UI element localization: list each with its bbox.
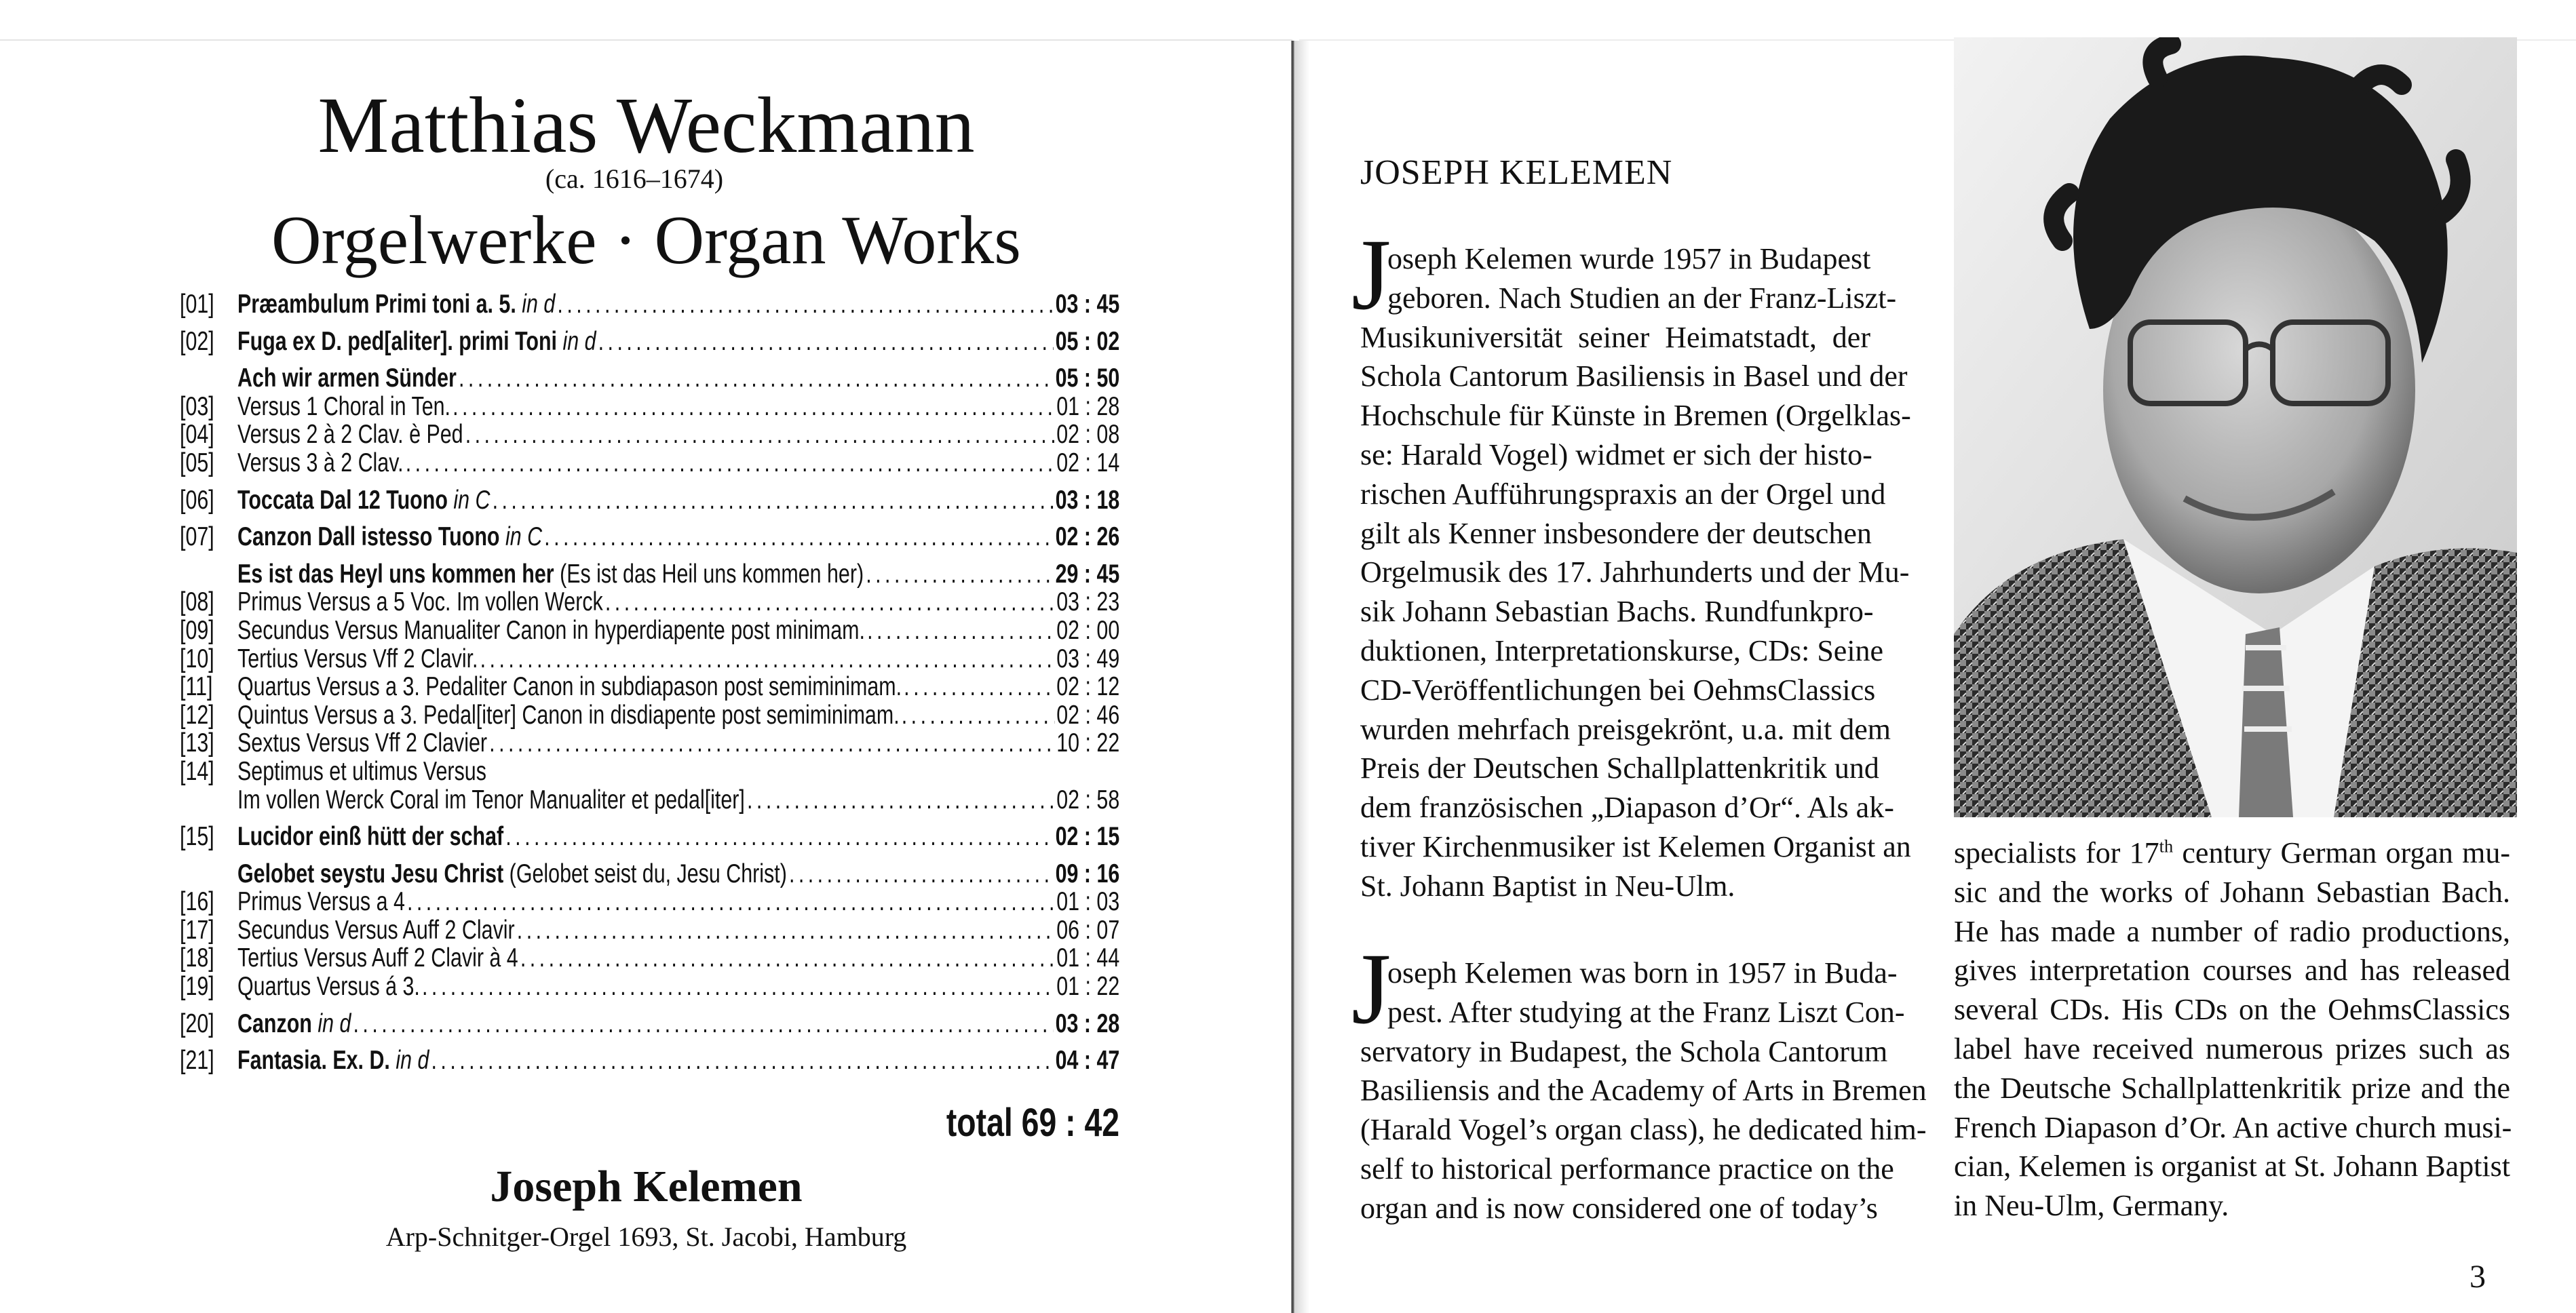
track-title-main: Ach wir armen Sünder <box>237 364 457 393</box>
track-row <box>180 449 1119 477</box>
track-duration: 03 : 18 <box>1055 485 1120 515</box>
track-title <box>237 420 463 449</box>
track-title <box>237 823 503 851</box>
track-title <box>237 393 450 421</box>
track-title <box>237 758 486 786</box>
track-title-text: (Es ist das Heil uns kommen her) <box>560 559 864 589</box>
track-row <box>180 560 1119 589</box>
text-line: Orgelmusik des 17. Jahrhunderts und der Mu- <box>1360 555 1910 589</box>
text-line: St. Johann Baptist in Neu-Ulm. <box>1360 869 1735 903</box>
track-row <box>180 973 1119 1001</box>
text-fragment: century German organ mu- <box>2173 836 2510 869</box>
track-number: [16] <box>180 887 214 917</box>
dot-leader <box>867 616 1054 645</box>
text-line: organ and is now considered one of today’s <box>1360 1191 1878 1225</box>
track-title-text: Quartus Versus á 3. <box>237 972 420 1002</box>
track-row <box>180 860 1119 888</box>
dot-leader <box>517 916 1054 945</box>
text-line: wurden mehrfach preisgekrönt, u.a. mit dem <box>1360 712 1891 746</box>
track-title <box>237 973 420 1001</box>
track-duration: 04 : 47 <box>1055 1046 1120 1076</box>
text-line: sik Johann Sebastian Bachs. Rundfunkpro- <box>1360 595 1874 629</box>
track-title <box>237 588 603 616</box>
track-number: [20] <box>180 1008 214 1038</box>
dot-leader <box>866 560 1053 589</box>
track-title <box>237 944 518 973</box>
track-duration: 05 : 02 <box>1055 326 1120 356</box>
track-row <box>180 328 1119 356</box>
text-line: Preis der Deutschen Schallplattenkritik und <box>1360 751 1879 785</box>
track-number: [06] <box>180 485 214 515</box>
text-line: oseph Kelemen wurde 1957 in Budapest <box>1387 242 1871 275</box>
track-number: [10] <box>180 644 214 673</box>
dot-leader <box>557 290 1053 319</box>
dot-leader <box>505 823 1053 851</box>
track-title <box>237 888 405 916</box>
track-row <box>180 393 1119 421</box>
page-number: 3 <box>2469 1259 2486 1295</box>
track-row <box>180 823 1119 851</box>
track-duration: 02 : 58 <box>1056 785 1120 815</box>
track-duration: 01 : 44 <box>1056 943 1120 973</box>
track-title <box>237 916 515 945</box>
text-line: several CDs. His CDs on the OehmsClassics <box>1954 993 2510 1027</box>
track-row <box>180 486 1119 515</box>
track-title-main: Toccata Dal 12 Tuono <box>237 485 454 515</box>
track-duration: 05 : 50 <box>1055 364 1120 393</box>
text-line: label have received numerous prizes such as <box>1954 1032 2510 1065</box>
track-duration: 03 : 23 <box>1056 587 1120 617</box>
english-biography-col1 <box>1360 954 1927 1228</box>
track-row <box>180 364 1119 393</box>
track-title <box>237 328 596 356</box>
bio-heading: JOSEPH KELEMEN <box>1360 153 1673 192</box>
track-number: [11] <box>180 672 213 702</box>
portrait-photo <box>1954 37 2517 817</box>
english-biography-col2 <box>1954 834 2510 1226</box>
text-line: geboren. Nach Studien an der Franz-Liszt- <box>1387 281 1897 315</box>
track-number: [02] <box>180 326 214 356</box>
text-line: servatory in Budapest, the Schola Cantorum <box>1360 1034 1888 1068</box>
track-duration: 03 : 49 <box>1056 644 1120 673</box>
track-row <box>180 786 1119 815</box>
track-title-text: Primus Versus a 4 <box>237 887 405 917</box>
track-list <box>180 290 1119 1075</box>
dot-leader <box>544 523 1053 551</box>
track-duration: 03 : 28 <box>1055 1008 1120 1038</box>
text-line: tiver Kirchenmusiker ist Kelemen Organist an <box>1360 829 1911 863</box>
page-edge <box>0 39 1292 41</box>
track-duration: 10 : 22 <box>1056 728 1120 758</box>
track-title <box>237 616 865 645</box>
text-line: Musikuniversität seiner Heimatstadt, der <box>1360 320 1870 354</box>
track-title-text: Secundus Versus Auff 2 Clavir <box>237 915 515 945</box>
track-title <box>237 449 404 477</box>
text-line: French Diapason d’Or. An active church musi- <box>1954 1110 2512 1144</box>
text-line: Basiliensis and the Academy of Arts in Bremen <box>1360 1074 1927 1108</box>
track-key: in d <box>396 1046 429 1076</box>
track-row <box>180 588 1119 616</box>
track-title-main: Gelobet seystu Jesu Christ <box>237 859 510 888</box>
track-title-main: Es ist das Heyl uns kommen her <box>237 559 560 589</box>
dot-leader <box>465 420 1054 449</box>
track-title-text: Versus 2 à 2 Clav. è Ped <box>237 420 463 450</box>
dot-leader <box>902 701 1054 730</box>
text-line: cian, Kelemen is organist at St. Johann Baptist <box>1954 1150 2510 1183</box>
text-line: pest. After studying at the Franz Liszt Con- <box>1387 995 1905 1029</box>
track-title-text: Tertius Versus Vff 2 Clavir. <box>237 644 478 673</box>
track-duration: 02 : 14 <box>1056 448 1120 477</box>
track-title <box>237 560 864 589</box>
dot-leader <box>480 645 1054 673</box>
track-title <box>237 1046 429 1075</box>
track-title-main: Canzon Dall istesso Tuono <box>237 522 505 552</box>
track-row <box>180 645 1119 673</box>
track-row <box>180 944 1119 973</box>
drop-cap: J <box>1351 933 1391 1045</box>
track-title-text: Sextus Versus Vff 2 Clavier <box>237 728 488 758</box>
performer-name: Joseph Kelemen <box>490 1162 803 1211</box>
track-title <box>237 673 902 701</box>
spine-shadow <box>1294 41 1309 1313</box>
track-title-text: Primus Versus a 5 Voc. Im vollen Werck <box>237 587 603 617</box>
track-title <box>237 486 490 515</box>
track-row <box>180 420 1119 449</box>
track-title-text: Versus 3 à 2 Clav. <box>237 448 404 477</box>
track-duration: 01 : 22 <box>1056 972 1120 1002</box>
track-title-text: Tertius Versus Auff 2 Clavir à 4 <box>237 943 518 973</box>
track-title <box>237 290 555 319</box>
track-title <box>237 786 745 815</box>
track-row <box>180 916 1119 945</box>
german-biography <box>1360 239 1911 906</box>
dot-leader <box>407 888 1054 916</box>
text-fragment: specialists for 17 <box>1954 836 2159 869</box>
track-row <box>180 1010 1119 1038</box>
dot-leader <box>520 944 1054 973</box>
track-duration: 03 : 45 <box>1055 290 1120 319</box>
dot-leader <box>431 1046 1054 1075</box>
track-duration: 09 : 16 <box>1055 859 1120 888</box>
track-row <box>180 701 1119 730</box>
text-line: CD-Veröffentlichungen bei OehmsClassics <box>1360 673 1876 707</box>
text-line: Schola Cantorum Basiliensis in Basel und der <box>1360 359 1908 393</box>
track-key: in d <box>522 290 556 319</box>
track-duration: 29 : 45 <box>1055 559 1120 589</box>
track-number: [09] <box>180 615 214 645</box>
text-line <box>1954 834 2510 873</box>
track-title <box>237 1010 351 1038</box>
track-duration: 01 : 28 <box>1056 391 1120 421</box>
text-line: rischen Aufführungspraxis an der Orgel und <box>1360 477 1886 511</box>
track-number: [14] <box>180 756 214 786</box>
dot-leader <box>493 486 1054 515</box>
dot-leader <box>453 393 1054 421</box>
track-number: [01] <box>180 290 214 319</box>
track-row <box>180 758 1119 786</box>
text-line: duktionen, Interpretationskurse, CDs: Seine <box>1360 633 1884 667</box>
track-key: in d <box>562 326 596 356</box>
text-line: self to historical performance practice on the <box>1360 1152 1894 1185</box>
track-number: [17] <box>180 915 214 945</box>
text-line: in Neu-Ulm, Germany. <box>1954 1189 2229 1223</box>
dot-leader <box>422 973 1054 1001</box>
track-duration: 02 : 46 <box>1056 700 1120 730</box>
track-title-text: (Gelobet seist du, Jesu Christ) <box>509 859 787 888</box>
track-number: [07] <box>180 522 214 552</box>
text-line: He has made a number of radio productions, <box>1954 914 2510 948</box>
track-title-main: Fantasia. Ex. D. <box>237 1046 396 1076</box>
text-line: (Harald Vogel’s organ class), he dedicated him- <box>1360 1113 1927 1147</box>
track-number: [04] <box>180 420 214 450</box>
track-key: in C <box>505 522 543 552</box>
track-duration: 01 : 03 <box>1056 887 1120 917</box>
track-title-text: Septimus et ultimus Versus <box>237 756 486 786</box>
superscript: th <box>2159 836 2174 857</box>
dot-leader <box>598 328 1054 356</box>
track-title-text: Secundus Versus Manualiter Canon in hyperdiapente post minimam. <box>237 615 865 645</box>
text-line: oseph Kelemen was born in 1957 in Buda- <box>1387 956 1898 989</box>
total-duration: total 69 : 42 <box>946 1101 1119 1145</box>
track-row <box>180 290 1119 319</box>
track-number: [05] <box>180 448 214 477</box>
dot-leader <box>459 364 1053 393</box>
track-number: [18] <box>180 943 214 973</box>
track-row <box>180 616 1119 645</box>
track-key: in C <box>453 485 491 515</box>
track-title-text: Quartus Versus a 3. Pedaliter Canon in subdiapason post semiminimam. <box>237 672 902 702</box>
track-duration: 02 : 08 <box>1056 420 1120 450</box>
dot-leader <box>904 673 1054 701</box>
track-number: [08] <box>180 587 214 617</box>
track-title <box>237 523 542 551</box>
track-title <box>237 701 900 730</box>
track-number: [21] <box>180 1046 214 1076</box>
track-duration: 06 : 07 <box>1056 915 1120 945</box>
organ-info: Arp-Schnitger-Orgel 1693, St. Jacobi, Hamburg <box>385 1221 907 1252</box>
track-title-main: Canzon <box>237 1008 318 1038</box>
track-row <box>180 729 1119 758</box>
track-title-main: Præambulum Primi toni a. 5. <box>237 290 522 319</box>
track-row <box>180 1046 1119 1075</box>
track-title-text: Im vollen Werck Coral im Tenor Manualiter et pedal[iter] <box>237 785 745 815</box>
track-title-text: Versus 1 Choral in Ten. <box>237 391 450 421</box>
track-number: [15] <box>180 822 214 852</box>
track-key: in d <box>318 1008 351 1038</box>
track-title <box>237 364 457 393</box>
track-number: [13] <box>180 728 214 758</box>
dot-leader <box>605 588 1054 616</box>
dot-leader <box>747 786 1054 815</box>
dot-leader <box>489 729 1054 758</box>
drop-cap: J <box>1351 218 1391 331</box>
composer-dates: (ca. 1616–1674) <box>545 163 724 194</box>
text-line: Hochschule für Künste in Bremen (Orgelklas- <box>1360 399 1911 433</box>
composer-title: Matthias Weckmann <box>318 81 975 170</box>
dot-leader <box>353 1010 1053 1038</box>
track-number: [03] <box>180 391 214 421</box>
dot-leader <box>406 449 1054 477</box>
track-row <box>180 888 1119 916</box>
track-title <box>237 729 487 758</box>
track-number: [19] <box>180 972 214 1002</box>
track-title-main: Fuga ex D. ped[aliter]. primi Toni <box>237 326 563 356</box>
track-row <box>180 523 1119 551</box>
text-line: dem französischen „Diapason d’Or“. Als ak- <box>1360 791 1894 825</box>
track-duration: 02 : 26 <box>1055 522 1120 552</box>
text-line: se: Harald Vogel) widmet er sich der histo- <box>1360 437 1872 471</box>
text-line: gives interpretation courses and has released <box>1954 954 2510 987</box>
text-line: the Deutsche Schallplattenkritik prize and the <box>1954 1071 2510 1105</box>
album-subtitle: Orgelwerke · Organ Works <box>271 202 1022 279</box>
track-number: [12] <box>180 700 214 730</box>
track-row <box>180 673 1119 701</box>
text-line: gilt als Kenner insbesondere der deutschen <box>1360 516 1872 550</box>
track-title-text: Quintus Versus a 3. Pedal[iter] Canon in disdiapente post semiminimam. <box>237 700 900 730</box>
track-duration: 02 : 12 <box>1056 672 1120 702</box>
track-duration: 02 : 15 <box>1055 822 1120 852</box>
track-title <box>237 645 478 673</box>
track-duration: 02 : 00 <box>1056 615 1120 645</box>
track-title-main: Lucidor einß hütt der schaf <box>237 822 504 852</box>
dot-leader <box>789 860 1054 888</box>
text-line: sic and the works of Johann Sebastian Bach. <box>1954 875 2510 909</box>
track-title <box>237 860 787 888</box>
